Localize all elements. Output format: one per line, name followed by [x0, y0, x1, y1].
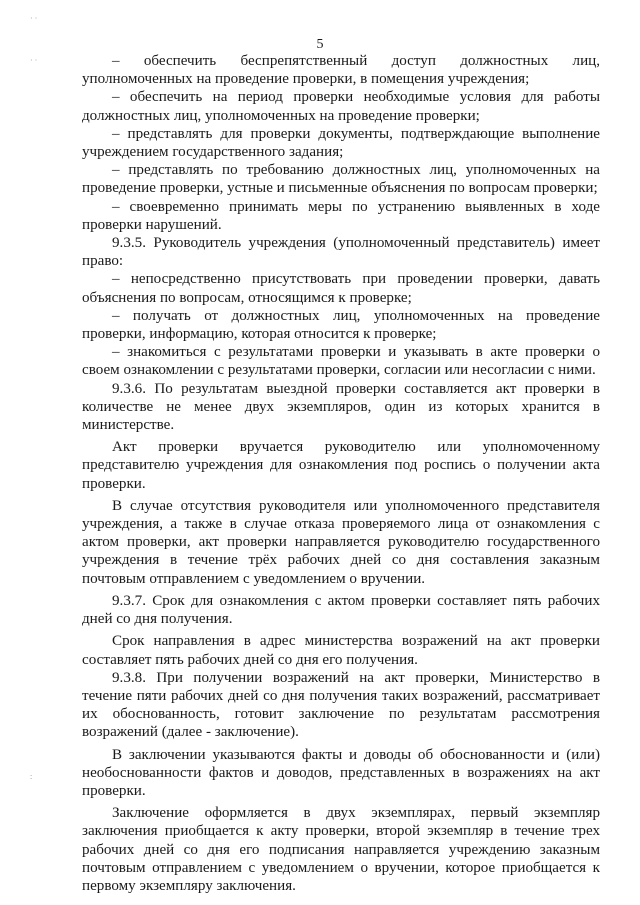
- paragraph: – представлять по требованию должностных лиц, уполномоченных на проведение проверки, устные и письменные объяснения по вопросам проверки;: [82, 162, 600, 197]
- paragraph: Заключение оформляется в двух экземплярах, первый экземпляр заключения приобщается к акту проверки, второй экземпляр в течение трех рабочих дней со дня его подписания направляется учреждению заказным почтовым отправлением с уведомлением о вручении, которое приобщается к первому экземпляру заключения.: [82, 805, 600, 894]
- paragraph: – знакомиться с результатами проверки и указывать в акте проверки о своем ознакомлении с результатами проверки, согласии или несогласии с ними.: [82, 344, 600, 379]
- document-body: [82, 52, 600, 895]
- paragraph: – непосредственно присутствовать при проведении проверки, давать объяснения по вопросам, относящимся к проверке;: [82, 271, 600, 306]
- paragraph: 9.3.7. Срок для ознакомления с актом проверки составляет пять рабочих дней со дня получения.: [82, 592, 600, 628]
- page-number: 5: [316, 37, 324, 52]
- paragraph: – обеспечить на период проверки необходимые условия для работы должностных лиц, уполномоченных на проведение проверки;: [82, 89, 600, 124]
- paragraph: В заключении указываются факты и доводы об обоснованности и (или) необоснованности фактов и доводов, представленных в возражениях на акт проверки.: [82, 746, 600, 799]
- margin-mark: :: [30, 772, 33, 781]
- margin-mark: · ·: [30, 14, 38, 23]
- margin-mark: · ·: [30, 56, 38, 65]
- paragraph: 9.3.8. При получении возражений на акт проверки, Министерство в течение пяти рабочих дней со дня получения таких возражений, рассматривает их обоснованность, готовит заключение по результатам рассмотрения возражений (далее - заключение).: [82, 669, 600, 741]
- paragraph: 9.3.6. По результатам выездной проверки составляется акт проверки в количестве не менее двух экземпляров, один из которых хранится в министерстве.: [82, 380, 600, 434]
- paragraph: – своевременно принимать меры по устранению выявленных в ходе проверки нарушений.: [82, 198, 600, 233]
- paragraph: Акт проверки вручается руководителю или уполномоченному представителю учреждения для ознакомления под роспись о получении акта проверки.: [82, 439, 600, 492]
- paragraph: – обеспечить беспрепятственный доступ должностных лиц, уполномоченных на проведение проверки, в помещения учреждения;: [82, 53, 600, 88]
- paragraph: – получать от должностных лиц, уполномоченных на проведение проверки, информацию, которая относится к проверке;: [82, 307, 600, 343]
- paragraph: Срок направления в адрес министерства возражений на акт проверки составляет пять рабочих дней со дня его получения.: [82, 633, 600, 668]
- paragraph: 9.3.5. Руководитель учреждения (уполномоченный представитель) имеет право:: [82, 235, 600, 270]
- paragraph: – представлять для проверки документы, подтверждающие выполнение учреждением государственного задания;: [82, 125, 600, 161]
- paragraph: В случае отсутствия руководителя или уполномоченного представителя учреждения, а также в случае отказа проверяемого лица от ознакомления с актом проверки, акт проверки направляется руководителю государственного учреждения в течение трёх рабочих дней со дня составления заказным почтовым отправлением с уведомлением о вручении.: [82, 497, 600, 587]
